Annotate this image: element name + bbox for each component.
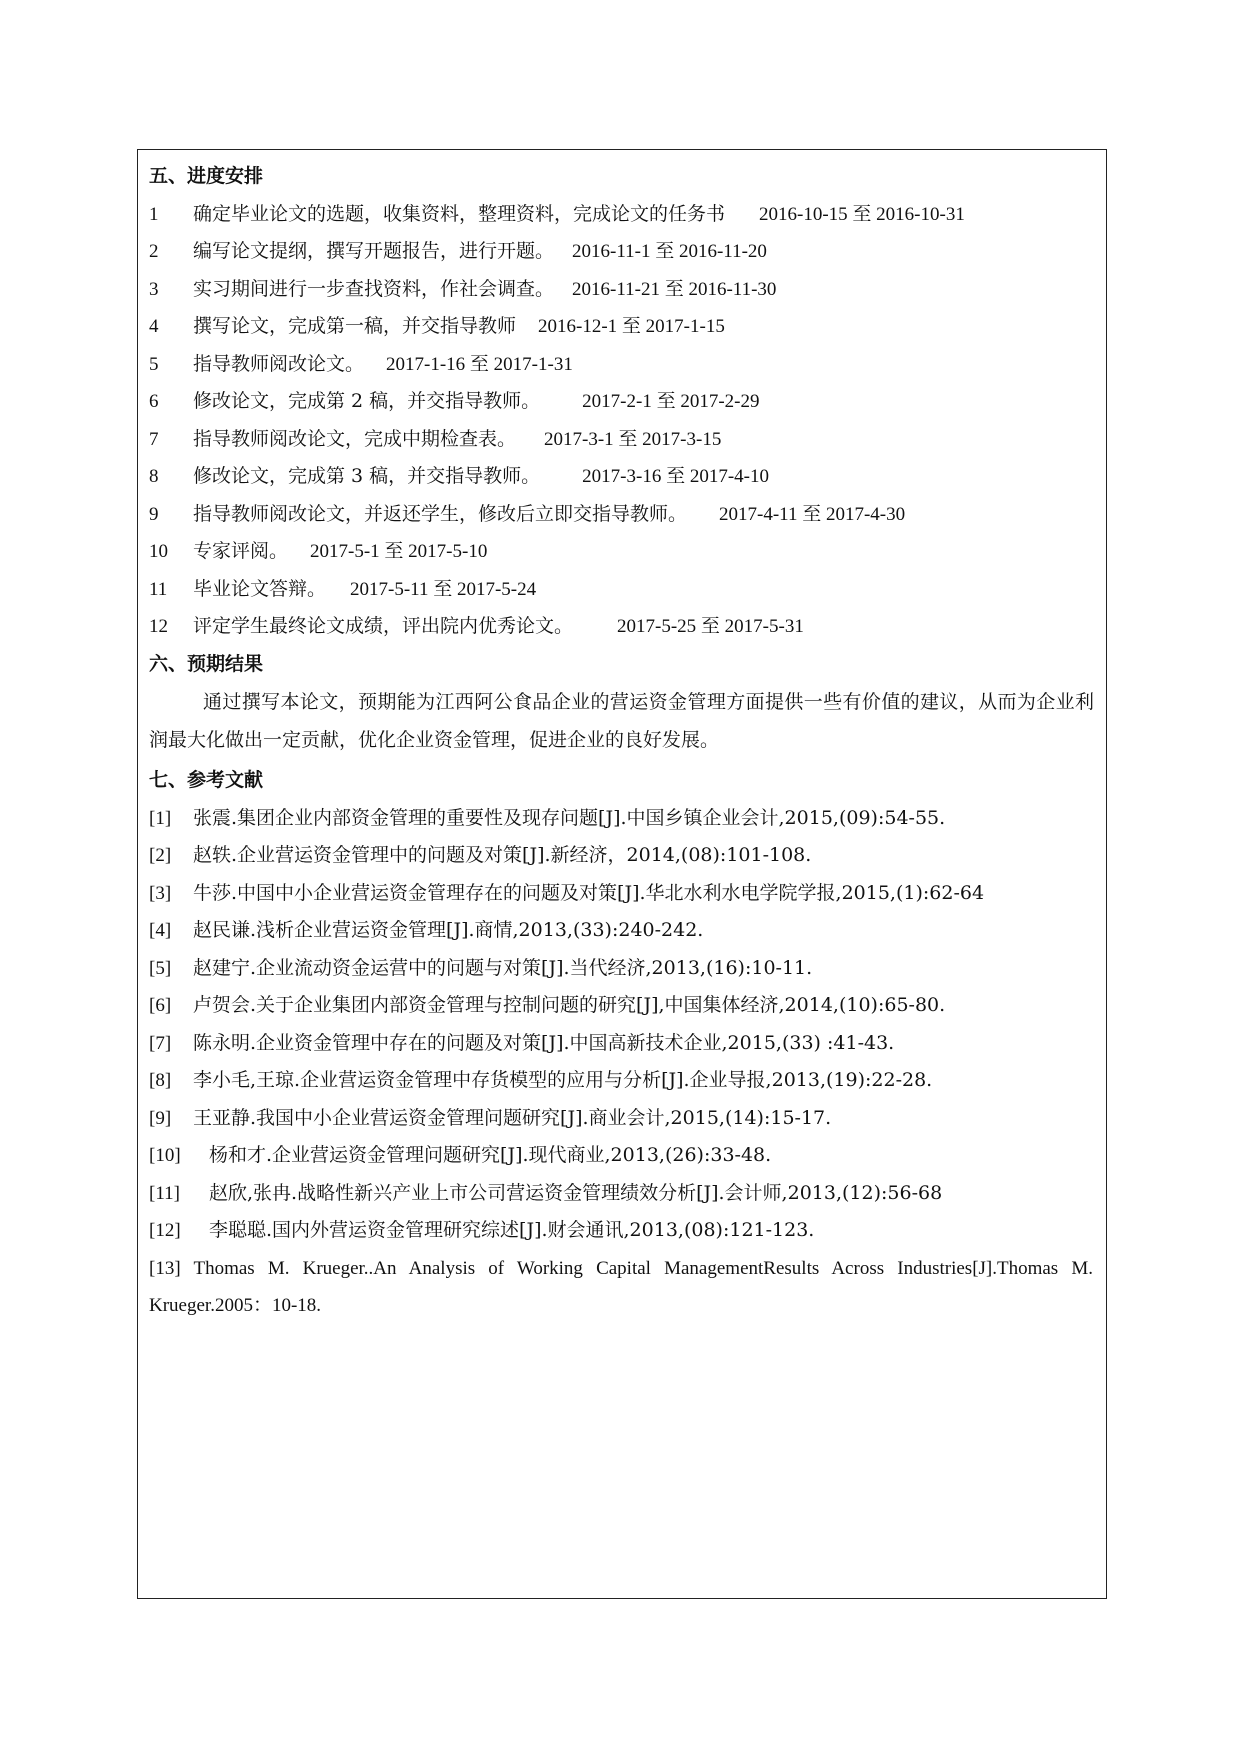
schedule-row [149, 271, 1099, 309]
schedule-row-task: 修改论文，完成第 2 稿，并交指导教师。 [193, 390, 541, 412]
reference-item [149, 1175, 1099, 1213]
reference-text: 赵民谦.浅析企业营运资金管理[J].商情,2013,(33):240-242. [193, 919, 704, 941]
reference-item [149, 987, 1099, 1025]
reference-item [149, 1062, 1099, 1100]
schedule-row-task: 指导教师阅改论文，完成中期检查表。 [193, 427, 517, 450]
schedule-row-task: 指导教师阅改论文，并返还学生，修改后立即交指导教师。 [193, 502, 688, 525]
reference-text: 卢贺会.关于企业集团内部资金管理与控制问题的研究[J],中国集体经济,2014,(10):65-80. [193, 994, 946, 1016]
schedule-row-task: 编写论文提纲，撰写开题报告，进行开题。 [193, 240, 555, 262]
schedule-row [149, 196, 1099, 234]
schedule-row-number: 7 [149, 428, 159, 450]
schedule-row-number: 8 [149, 466, 159, 487]
reference-number: [11] [149, 1182, 180, 1204]
reference-text: 赵欣,张冉.战略性新兴产业上市公司营运资金管理绩效分析[J].会计师,2013,(12):56-68 [209, 1181, 943, 1204]
schedule-row-number: 9 [149, 503, 159, 525]
schedule-row-number: 6 [149, 391, 159, 412]
reference-item [149, 950, 1099, 988]
schedule-row-task: 专家评阅。 [193, 540, 289, 562]
schedule-row-number: 4 [149, 316, 159, 337]
schedule-row-date: 2017-4-11 至 2017-4-30 [719, 503, 906, 525]
schedule-row-date: 2016-11-21 至 2016-11-30 [572, 278, 777, 300]
reference-number: [5] [149, 957, 172, 979]
schedule-row [149, 421, 1099, 459]
schedule-row-date: 2017-5-11 至 2017-5-24 [350, 578, 537, 600]
reference-item [149, 875, 1099, 913]
schedule-row [149, 346, 1099, 384]
schedule-row-date: 2017-5-25 至 2017-5-31 [617, 616, 804, 637]
schedule-row [149, 458, 1099, 496]
schedule-row-task: 指导教师阅改论文。 [193, 352, 365, 375]
reference-number: [2] [149, 845, 172, 866]
expected-results-paragraph: 通过撰写本论文，预期能为江西阿公食品企业的营运资金管理方面提供一些有价值的建议，从而为企业利润最大化做出一定贡献，优化企业资金管理，促进企业的良好发展。 [149, 691, 1094, 751]
reference-number: [12] [149, 1220, 181, 1241]
reference-text: 赵轶.企业营运资金管理中的问题及对策[J].新经济，2014,(08):101-108. [193, 844, 812, 866]
schedule-row-date: 2017-3-1 至 2017-3-15 [544, 428, 722, 450]
reference-item-last: [13] Thomas M. Krueger..An Analysis of Working Capital ManagementResults Across Industries[J].Thomas M. Krueger.2005：10-18. [149, 1257, 1093, 1316]
schedule-row-number: 5 [149, 353, 159, 375]
reference-text: 王亚静.我国中小企业营运资金管理问题研究[J].商业会计,2015,(14):15-17. [193, 1106, 832, 1129]
schedule-row-date: 2016-12-1 至 2017-1-15 [538, 316, 725, 337]
reference-item [149, 912, 1099, 950]
reference-text: 李小毛,王琼.企业营运资金管理中存货模型的应用与分析[J].企业导报,2013,(19):22-28. [193, 1069, 933, 1091]
schedule-row-number: 2 [149, 241, 159, 262]
schedule-row [149, 233, 1099, 271]
schedule-row-task: 撰写论文，完成第一稿，并交指导教师 [193, 315, 517, 337]
schedule-row-date: 2016-10-15 至 2016-10-31 [759, 203, 965, 225]
reference-number: [9] [149, 1107, 172, 1129]
reference-item [149, 1025, 1099, 1063]
schedule-row-task: 确定毕业论文的选题，收集资料，整理资料，完成论文的任务书 [193, 202, 726, 225]
schedule-row-number: 11 [149, 578, 168, 600]
reference-number: [7] [149, 1032, 172, 1054]
reference-number: [3] [149, 882, 172, 904]
reference-item [149, 837, 1099, 875]
schedule-row-date: 2017-1-16 至 2017-1-31 [386, 353, 573, 375]
reference-item [149, 1137, 1099, 1175]
schedule-row-task: 修改论文，完成第 3 稿，并交指导教师。 [193, 465, 541, 487]
reference-item [149, 1100, 1099, 1138]
schedule-row [149, 383, 1099, 421]
reference-text: 陈永明.企业资金管理中存在的问题及对策[J].中国高新技术企业,2015,(33) :41-43. [193, 1031, 895, 1054]
reference-text: 杨和才.企业营运资金管理问题研究[J].现代商业,2013,(26):33-48. [209, 1144, 772, 1166]
schedule-row-date: 2017-2-1 至 2017-2-29 [582, 391, 760, 412]
reference-number: [1] [149, 807, 172, 829]
section-references-heading: 七、参考文献 [149, 769, 264, 791]
schedule-row-date: 2016-11-1 至 2016-11-20 [572, 241, 767, 262]
schedule-row-number: 12 [149, 616, 168, 637]
schedule-row-number: 3 [149, 278, 159, 300]
schedule-row [149, 571, 1099, 609]
reference-number: [10] [149, 1145, 181, 1166]
schedule-row-date: 2017-5-1 至 2017-5-10 [310, 541, 488, 562]
reference-item [149, 1212, 1099, 1250]
reference-text: 赵建宁.企业流动资金运营中的问题与对策[J].当代经济,2013,(16):10-11. [193, 956, 813, 979]
schedule-row-task: 评定学生最终论文成绩，评出院内优秀论文。 [193, 615, 574, 637]
schedule-row-number: 1 [149, 203, 159, 225]
schedule-row-number: 10 [149, 541, 168, 562]
reference-number: [6] [149, 995, 172, 1016]
reference-number: [8] [149, 1070, 172, 1091]
schedule-row-task: 毕业论文答辩。 [193, 577, 327, 600]
reference-text: 李聪聪.国内外营运资金管理研究综述[J].财会通讯,2013,(08):121-123. [209, 1219, 815, 1241]
reference-list [149, 800, 1099, 1324]
document-body [149, 158, 1099, 1324]
schedule-row-task: 实习期间进行一步查找资料，作社会调查。 [193, 277, 555, 300]
schedule-row [149, 496, 1099, 534]
reference-text: 牛莎.中国中小企业营运资金管理存在的问题及对策[J].华北水利水电学院学报,2015,(1):62-64 [193, 881, 985, 904]
reference-number: [4] [149, 920, 172, 941]
section-expected-results-heading: 六、预期结果 [149, 652, 264, 675]
schedule-row-date: 2017-3-16 至 2017-4-10 [582, 466, 769, 487]
schedule-row [149, 308, 1099, 346]
reference-text: 张震.集团企业内部资金管理的重要性及现存问题[J].中国乡镇企业会计,2015,(09):54-55. [193, 806, 946, 829]
schedule-row [149, 608, 1099, 646]
schedule-list [149, 196, 1099, 646]
reference-item [149, 800, 1099, 838]
section-schedule-heading: 五、进度安排 [149, 165, 264, 187]
schedule-row [149, 533, 1099, 571]
